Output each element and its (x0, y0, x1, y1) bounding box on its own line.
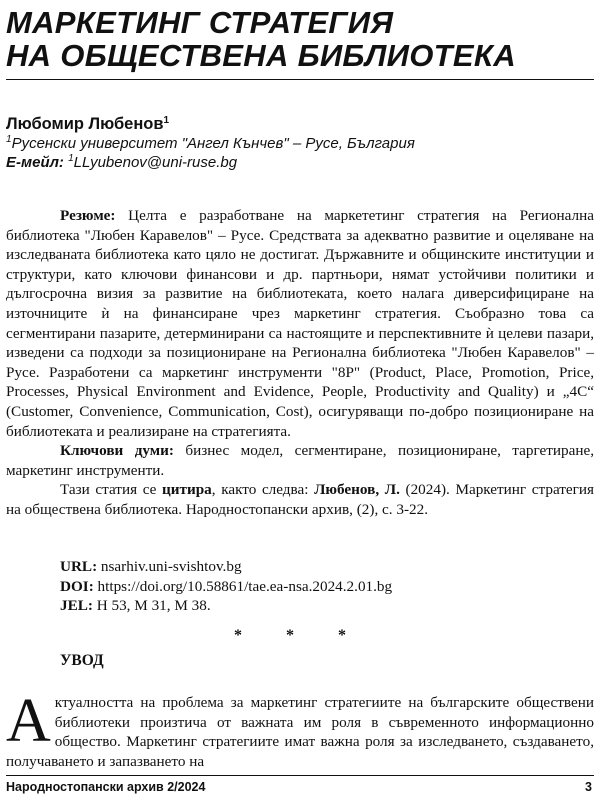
email-address[interactable]: LLyubenov@uni-ruse.bg (73, 154, 238, 171)
title-line-1: МАРКЕТИНГ СТРАТЕГИЯ (6, 5, 394, 40)
jel-label: JEL: (60, 597, 93, 615)
abstract-text: Целта е разработване на маркететинг стратегия на Регионална библиотека "Любен Каравелов" – Русе. Средствата за адекватно развитие и оцеляване на изследваната библиотека като цяло не достигат. Държавните и общинските институции и структури, като ключови финансови и др. партньори, нямат устойчиви политики и дългосрочна визия за развитие на библиотеката, което налага диверсифициране на източниците ѝ на финансиране чрез маркетинг стратегия. Съобразно това са сегментирани пазарите, детерминирани са настоящите и перспективните ѝ целеви пазари, изведени са подходи за позициониране на Регионална библиотека "Любен Каравелов" – Русе. Разработени са маркетинг инструменти "8P" (Product, Place, Promotion, Price, Processes, Physical Environment and Evidence, People, Productivity and Quality) и „4C“ (Customer, Convenience, Communication, Cost), осигуряващи по-добро позициониране на библиотеката и реализиране на стратегията. (6, 207, 594, 440)
url-line (60, 557, 392, 577)
jel-line (60, 596, 392, 616)
url-link[interactable]: nsarhiv.uni-svishtov.bg (100, 558, 242, 575)
article-identifiers (60, 557, 392, 616)
author-email (6, 153, 237, 172)
author-affiliation (6, 134, 415, 153)
email-label: Е-мейл: (6, 154, 64, 171)
footer-rule (6, 775, 594, 776)
doi-link[interactable]: https://doi.org/10.58861/tae.ea-nsa.2024.2.01.bg (97, 577, 393, 595)
footer-journal: Народностопански архив 2/2024 (6, 780, 206, 794)
title-line-2: НА ОБЩЕСТВЕНА БИБЛИОТЕКА (6, 38, 516, 73)
section-heading-intro: УВОД (60, 652, 104, 669)
citation-keyword: цитира (162, 481, 212, 499)
intro-text: ктуалността на проблема за маркетинг стратегиите на българските обществени библиотеки произтича от важната им роля в съвременното информационно общество. Маркетинг стратегиите имат важна роля за изследването, създаването, получаването и запазването на (6, 694, 594, 770)
url-label: URL: (60, 558, 98, 575)
author-superscript: 1 (163, 115, 170, 126)
abstract-block (6, 206, 594, 520)
citation-middle: , както следва: (211, 481, 309, 499)
intro-paragraph (6, 687, 594, 771)
footer-page-number: 3 (585, 780, 592, 794)
author-name (6, 115, 169, 134)
email-superscript: 1 (68, 153, 74, 164)
affiliation-superscript: 1 (6, 134, 12, 145)
section-separator: * * * (234, 627, 366, 644)
drop-cap: А (6, 687, 51, 755)
citation-author: Любенов, Л. (314, 481, 400, 499)
title-underline (6, 79, 594, 80)
keywords-text: бизнес модел, сегментиране, позициониране, таргетиране, маркетинг инструменти. (6, 442, 594, 479)
citation-paragraph (6, 480, 594, 519)
jel-codes: H 53, M 31, M 38. (96, 597, 211, 615)
doi-line (60, 577, 392, 597)
citation-rest: (2024). Маркетинг стратегия на обществена библиотека. Народностопански архив, (2), с. 3-22. (6, 481, 595, 518)
doi-label: DOI: (60, 577, 94, 595)
keywords-label: Ключови думи: (60, 442, 174, 460)
keywords-paragraph (6, 441, 594, 480)
abstract-label: Резюме: (60, 207, 116, 224)
abstract-paragraph (6, 206, 594, 441)
affiliation-text: Русенски университет "Ангел Кънчев" – Русе, България (11, 135, 415, 152)
article-title (6, 6, 594, 72)
author-name-text: Любомир Любенов (6, 115, 164, 133)
citation-intro: Тази статия се (60, 481, 157, 499)
